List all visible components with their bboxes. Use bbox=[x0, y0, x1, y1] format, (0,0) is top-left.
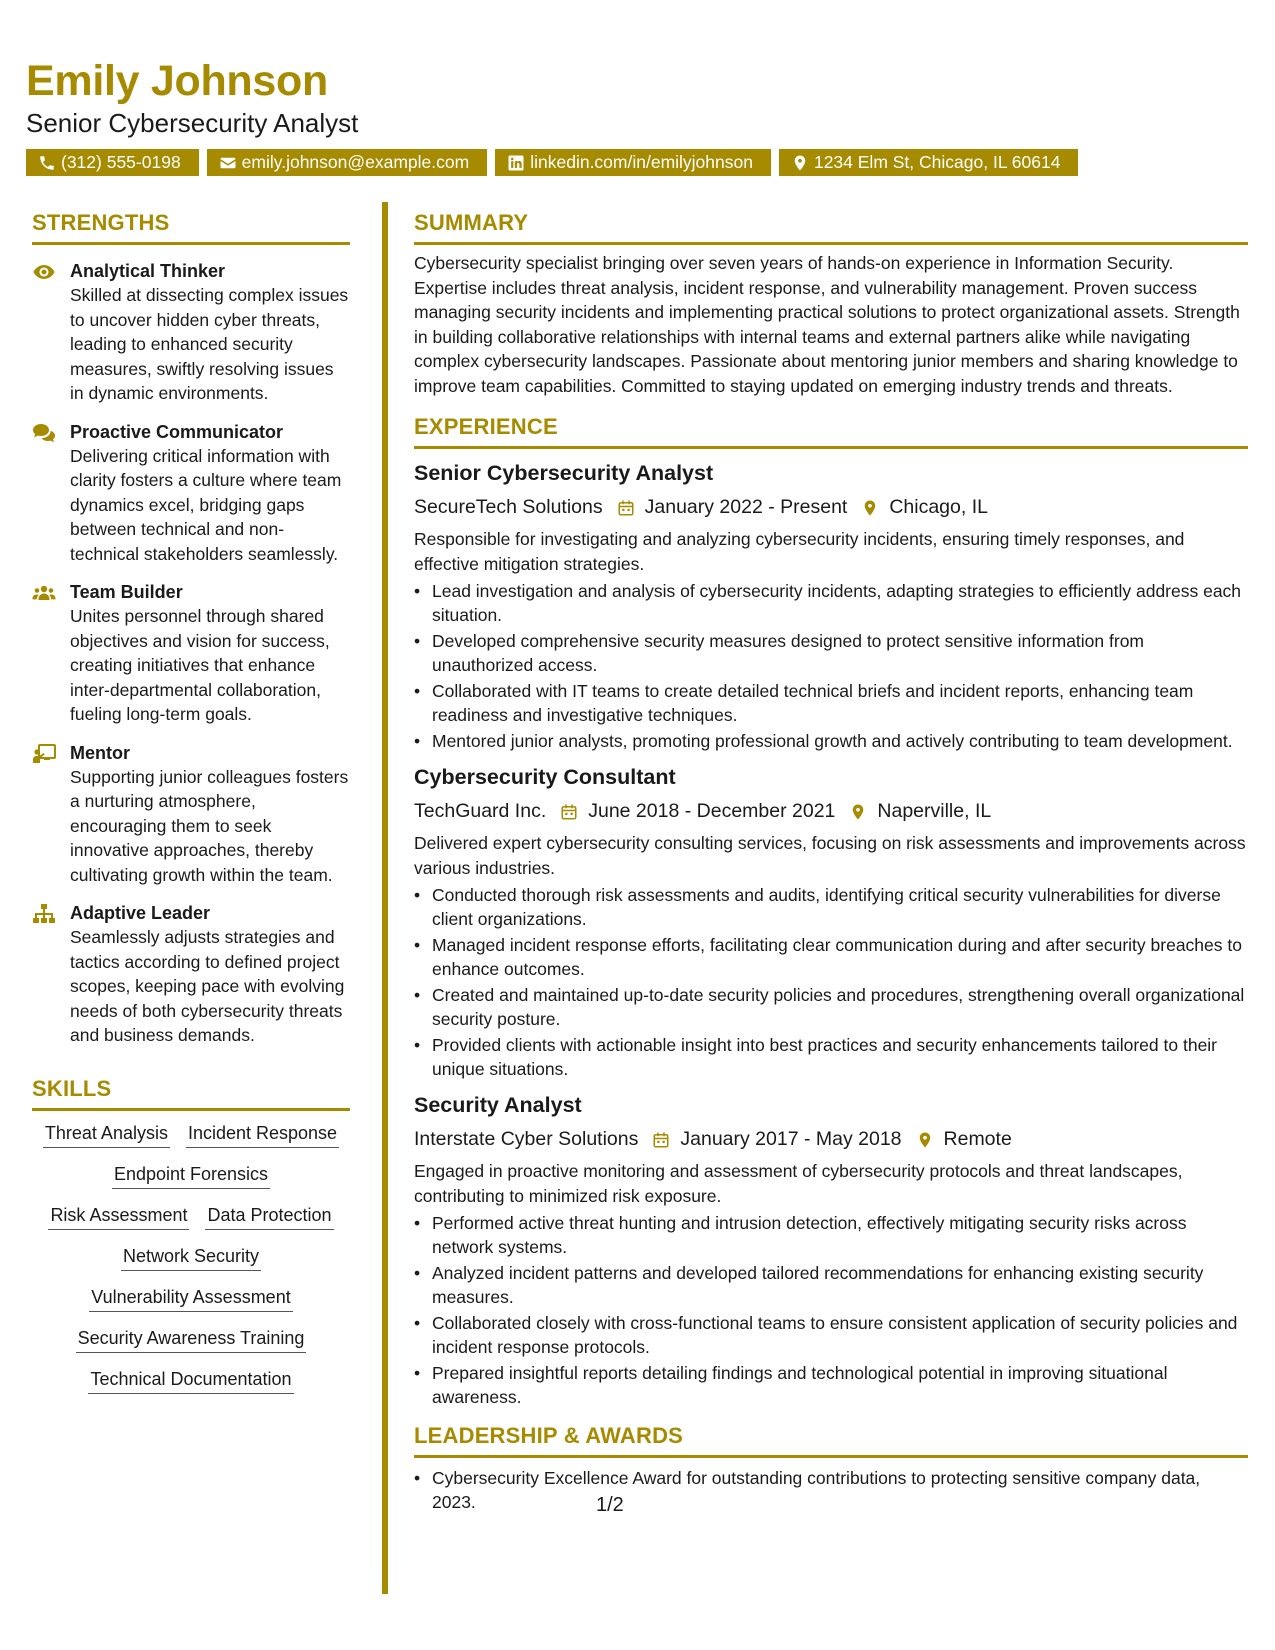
skill-tag: Data Protection bbox=[205, 1205, 333, 1230]
bullet-item: • Analyzed incident patterns and developed tailored recommendations for enhancing existing security measures. bbox=[414, 1261, 1248, 1309]
job-entry bbox=[414, 765, 1248, 1081]
section-rule bbox=[32, 1108, 350, 1111]
map-pin-icon bbox=[791, 154, 809, 172]
section-title: SKILLS bbox=[32, 1075, 112, 1101]
skill-tag: Threat Analysis bbox=[43, 1123, 170, 1148]
job-dates: June 2018 - December 2021 bbox=[588, 800, 836, 822]
linkedin-text: linkedin.com/in/emilyjohnson bbox=[530, 152, 753, 173]
bullet-item: • Provided clients with actionable insight into best practices and security enhancements tailored to their unique situations. bbox=[414, 1033, 1248, 1081]
company-name: SecureTech Solutions bbox=[414, 496, 603, 518]
section-title: SUMMARY bbox=[414, 210, 529, 235]
skill-tag: Technical Documentation bbox=[88, 1369, 293, 1394]
strength-title: Proactive Communicator bbox=[70, 421, 284, 442]
bullet-item: • Mentored junior analysts, promoting professional growth and actively contributing to team development. bbox=[414, 729, 1248, 753]
address-text: 1234 Elm St, Chicago, IL 60614 bbox=[813, 152, 1061, 173]
skill-row bbox=[32, 1369, 350, 1394]
comments-icon bbox=[32, 421, 56, 445]
job-summary: Engaged in proactive monitoring and assessment of cybersecurity protocols and threat landscapes, contributing to minimized risk exposure. bbox=[414, 1161, 1183, 1206]
strength-title: Mentor bbox=[70, 742, 130, 763]
linkedin-icon bbox=[507, 154, 525, 172]
section-rule bbox=[414, 1455, 1248, 1458]
experience-section bbox=[414, 414, 1248, 1409]
job-title: Senior Cybersecurity Analyst bbox=[414, 461, 714, 485]
email-text: emily.johnson@example.com bbox=[241, 152, 470, 173]
job-location: Remote bbox=[943, 1128, 1012, 1150]
skill-tag: Incident Response bbox=[186, 1123, 339, 1148]
strength-item bbox=[32, 580, 350, 727]
bullet-item: • Collaborated closely with cross-functional teams to ensure consistent application of security policies and incident response protocols. bbox=[414, 1311, 1248, 1359]
bullet-item: • Created and maintained up-to-date security policies and procedures, strengthening overall organizational security posture. bbox=[414, 983, 1248, 1031]
section-title: STRENGTHS bbox=[32, 210, 170, 235]
job-bullets bbox=[414, 883, 1248, 1081]
users-icon bbox=[32, 581, 56, 605]
strength-title: Adaptive Leader bbox=[70, 903, 211, 923]
job-bullets bbox=[414, 1211, 1248, 1409]
eye-icon bbox=[32, 260, 56, 284]
candidate-name: Emily Johnson bbox=[26, 57, 328, 105]
job-title: Security Analyst bbox=[414, 1093, 582, 1117]
skill-row bbox=[32, 1164, 350, 1189]
skill-row bbox=[32, 1123, 350, 1148]
strength-text: Seamlessly adjusts strategies and tactics according to defined project scopes, keeping pace with evolving needs of both cybersecurity threats and business demands. bbox=[70, 927, 345, 1045]
contact-bar bbox=[26, 149, 1249, 176]
bullet-item: • Prepared insightful reports detailing findings and technological potential in improving situational awareness. bbox=[414, 1361, 1248, 1409]
job-dates: January 2017 - May 2018 bbox=[680, 1128, 902, 1150]
section-rule bbox=[414, 242, 1248, 245]
section-title: EXPERIENCE bbox=[414, 414, 558, 439]
skills-list bbox=[32, 1123, 350, 1394]
sitemap-icon bbox=[32, 902, 56, 926]
strength-item bbox=[32, 741, 350, 888]
company-name: Interstate Cyber Solutions bbox=[414, 1128, 639, 1150]
phone-icon bbox=[38, 154, 56, 172]
envelope-icon bbox=[219, 154, 237, 172]
bullet-item: • Lead investigation and analysis of cybersecurity incidents, adapting strategies to efficiently address each situation. bbox=[414, 579, 1248, 627]
map-pin-icon bbox=[861, 499, 879, 517]
job-entry bbox=[414, 1093, 1248, 1409]
map-pin-icon bbox=[849, 803, 867, 821]
skill-row bbox=[32, 1205, 350, 1230]
job-meta bbox=[414, 496, 1248, 519]
skill-tag: Vulnerability Assessment bbox=[89, 1287, 292, 1312]
left-column bbox=[32, 210, 350, 1410]
calendar-icon bbox=[560, 803, 578, 821]
section-rule bbox=[414, 446, 1248, 449]
skill-row bbox=[32, 1328, 350, 1353]
right-column bbox=[414, 210, 1248, 1516]
job-title: Cybersecurity Consultant bbox=[414, 765, 676, 789]
job-dates: January 2022 - Present bbox=[644, 496, 848, 518]
strength-item bbox=[32, 259, 350, 406]
phone-chip[interactable] bbox=[26, 149, 199, 176]
summary-text: Cybersecurity specialist bringing over seven years of hands-on experience in Information Security. Expertise includes threat analysis, incident response, and vulnerability management. Proven success managing security incidents and implementing practical solutions to protect organizational assets. Strength in building collaborative relationships with internal teams and external partners alike while navigating complex cybersecurity landscapes. Passionate about mentoring junior members and sharing knowledge to improve team capabilities. Committed to staying updated on emerging industry trends and threats. bbox=[414, 253, 1240, 396]
company-name: TechGuard Inc. bbox=[414, 800, 547, 822]
strengths-section bbox=[32, 210, 350, 1048]
awards-section bbox=[414, 1423, 1248, 1514]
address-chip bbox=[779, 149, 1078, 176]
strength-text: Supporting junior colleagues fosters a nurturing atmosphere, encouraging them to seek innovative approaches, thereby cultivating growth within the team. bbox=[70, 766, 349, 885]
job-summary: Responsible for investigating and analyzing cybersecurity incidents, ensuring timely responses, and effective mitigation strategies. bbox=[414, 529, 1185, 574]
job-meta bbox=[414, 1128, 1248, 1151]
bullet-item: • Performed active threat hunting and intrusion detection, effectively mitigating security risks across network systems. bbox=[414, 1211, 1248, 1259]
strength-item bbox=[32, 901, 350, 1048]
calendar-icon bbox=[652, 1131, 670, 1149]
email-chip[interactable] bbox=[207, 149, 488, 176]
strengths-list bbox=[32, 259, 350, 1048]
bullet-item: • Collaborated with IT teams to create detailed technical briefs and incident reports, enhancing team readiness and investigative techniques. bbox=[414, 679, 1248, 727]
job-location: Naperville, IL bbox=[877, 800, 992, 822]
resume-header bbox=[26, 58, 1249, 176]
skill-row bbox=[32, 1246, 350, 1271]
bullet-item: • Developed comprehensive security measures designed to protect sensitive information from unauthorized access. bbox=[414, 629, 1248, 677]
phone-text: (312) 555-0198 bbox=[61, 152, 181, 173]
linkedin-chip[interactable] bbox=[495, 149, 771, 176]
skill-tag: Endpoint Forensics bbox=[112, 1164, 270, 1189]
strength-text: Unites personnel through shared objectives and vision for success, creating initiatives that enhance inter-departmental collaboration, fueling long-term goals. bbox=[70, 606, 330, 724]
calendar-icon bbox=[617, 499, 635, 517]
award-item: • Cybersecurity Excellence Award for outstanding contributions to protecting sensitive company data, 2023. bbox=[414, 1466, 1248, 1514]
section-title: LEADERSHIP & AWARDS bbox=[414, 1423, 684, 1448]
skill-tag: Security Awareness Training bbox=[76, 1328, 307, 1353]
candidate-role: Senior Cybersecurity Analyst bbox=[26, 108, 359, 139]
job-meta bbox=[414, 800, 1248, 823]
section-rule bbox=[32, 242, 350, 245]
teacher-icon bbox=[32, 742, 56, 766]
strength-text: Skilled at dissecting complex issues to uncover hidden cyber threats, leading to enhanced security measures, swiftly resolving issues in dynamic environments. bbox=[70, 285, 349, 403]
strength-title: Team Builder bbox=[70, 582, 183, 602]
skill-row bbox=[32, 1287, 350, 1312]
skills-section bbox=[32, 1076, 350, 1394]
strength-item bbox=[32, 420, 350, 567]
map-pin-icon bbox=[916, 1131, 934, 1149]
page-number: 1/2 bbox=[596, 1494, 624, 1516]
bullet-item: • Managed incident response efforts, facilitating clear communication during and after security breaches to enhance outcomes. bbox=[414, 933, 1248, 981]
summary-section bbox=[414, 210, 1248, 398]
skill-tag: Risk Assessment bbox=[48, 1205, 189, 1230]
job-entry bbox=[414, 461, 1248, 753]
job-summary: Delivered expert cybersecurity consulting services, focusing on risk assessments and improvements across various industries. bbox=[414, 833, 1246, 878]
awards-list bbox=[414, 1466, 1248, 1514]
strength-title: Analytical Thinker bbox=[70, 261, 226, 281]
column-divider bbox=[382, 202, 388, 1594]
job-bullets bbox=[414, 579, 1248, 753]
job-location: Chicago, IL bbox=[889, 496, 988, 518]
strength-text: Delivering critical information with clarity fosters a culture where team dynamics excel, bridging gaps between technical and non-technical stakeholders seamlessly. bbox=[70, 445, 342, 564]
skill-tag: Network Security bbox=[121, 1246, 261, 1271]
bullet-item: • Conducted thorough risk assessments and audits, identifying critical security vulnerabilities for diverse client organizations. bbox=[414, 883, 1248, 931]
